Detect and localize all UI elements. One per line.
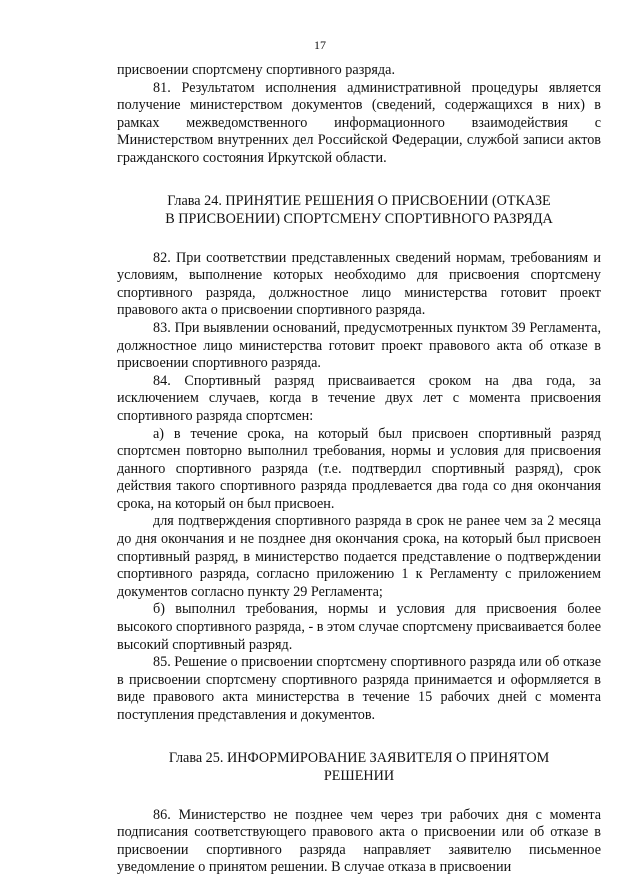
paragraph: 81. Результатом исполнения административной процедуры является получение министерством документов (сведений, содержащихся в них) в рамках межведомственного информационного взаимодействия с Министерством внутренних дел Российской Федерации, службой записи актов гражданского состояния Иркутской области.: [117, 79, 601, 166]
paragraph: 85. Решение о присвоении спортсмену спортивного разряда или об отказе в присвоении спортсмену спортивного разряда принимается и оформляется в виде правового акта министерства в течение 15 рабочих дней с момента поступления представления и документов.: [117, 654, 601, 723]
paragraph: для подтверждения спортивного разряда в срок не ранее чем за 2 месяца до дня окончания и не позднее дня окончания срока, на который был присвоен спортивный разряд, в министерство подается представление о подтверждении спортивного разряда, согласно приложению 1 к Регламенту с приложением документов согласно пункту 29 Регламента;: [117, 513, 601, 600]
chapter-heading: [117, 192, 601, 228]
chapter-heading-line: В ПРИСВОЕНИИ) СПОРТСМЕНУ СПОРТИВНОГО РАЗРЯДА: [165, 210, 553, 227]
paragraph: присвоении спортсмену спортивного разряда.: [117, 62, 395, 78]
chapter-heading-line: Глава 25. ИНФОРМИРОВАНИЕ ЗАЯВИТЕЛЯ О ПРИНЯТОМ: [168, 749, 550, 766]
paragraph: б) выполнил требования, нормы и условия для присвоения более высокого спортивного разряда, - в этом случае спортсмену присваивается более высокий спортивный разряд.: [117, 601, 601, 653]
page-number: 17: [314, 38, 326, 52]
document-body: [117, 62, 601, 877]
chapter-heading-line: Глава 24. ПРИНЯТИЕ РЕШЕНИЯ О ПРИСВОЕНИИ (ОТКАЗЕ: [167, 192, 551, 209]
chapter-heading-line: РЕШЕНИИ: [323, 767, 395, 784]
paragraph: 86. Министерство не позднее чем через три рабочих дня с момента подписания соответствующего правового акта о присвоении или об отказе в присвоении спортивного разряда направляет заявителю письменное уведомление о принятом решении. В случае отказа в присвоении: [117, 806, 601, 876]
paragraph: 84. Спортивный разряд присваивается сроком на два года, за исключением случаев, когда в течение двух лет с момента присвоения спортивного разряда спортсмен:: [117, 372, 601, 424]
paragraph: 83. При выявлении оснований, предусмотренных пунктом 39 Регламента, должностное лицо министерства готовит проект правового акта об отказе в присвоении спортивного разряда.: [117, 319, 601, 372]
paragraph: 82. При соответствии представленных сведений нормам, требованиям и условиям, выполнение которых необходимо для присвоения спортсмену спортивного разряда, должностное лицо министерства готовит проект правового акта о присвоении спортивного разряда.: [117, 249, 601, 319]
chapter-heading: [117, 749, 601, 785]
paragraph: а) в течение срока, на который был присвоен спортивный разряд спортсмен повторно выполнил требования, нормы и условия для присвоения данного спортивного разряда (т.е. подтвердил спортивный разряд), срок действия такого спортивного разряда продлевается два года со дня окончания срока, на который он был присвоен.: [117, 425, 601, 512]
